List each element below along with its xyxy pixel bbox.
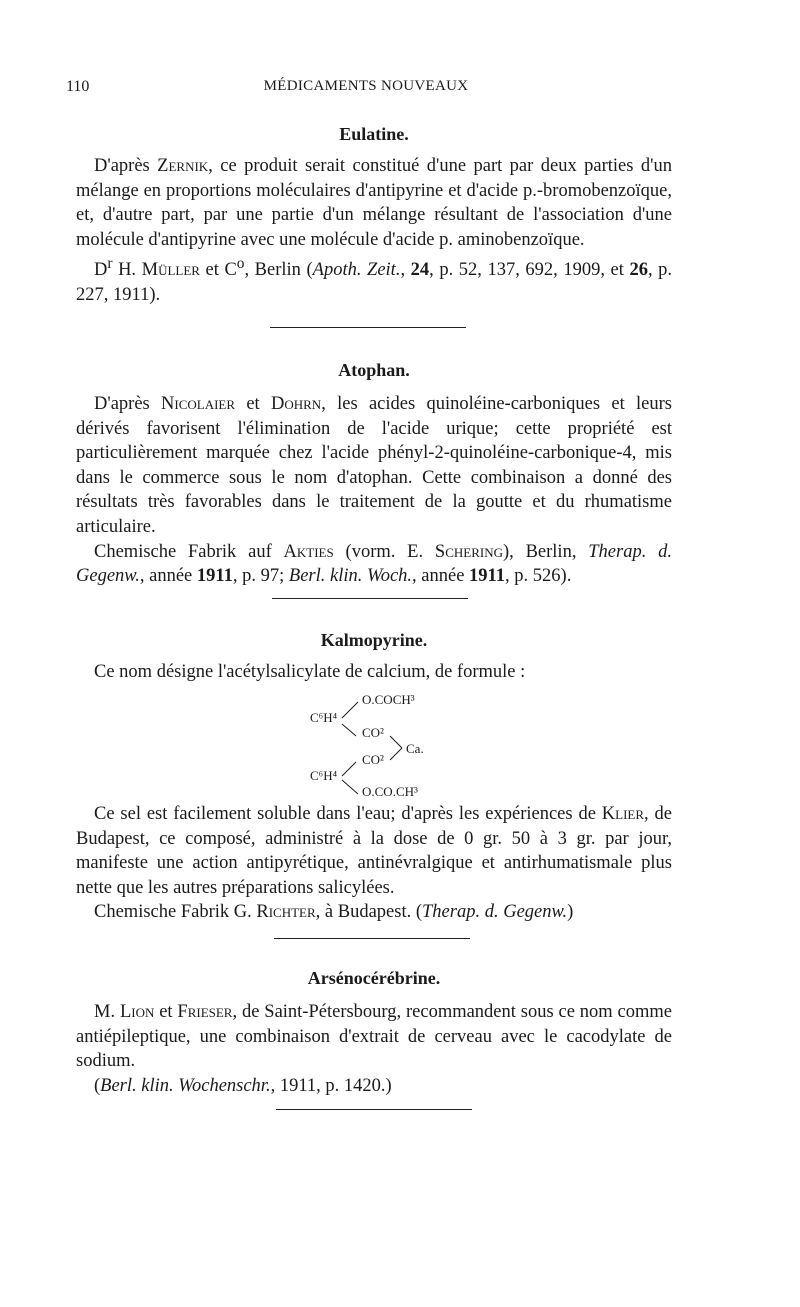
- author-name: Dohrn: [270, 394, 322, 414]
- paragraph: D'après Zernik, ce produit serait constitué d'une part par deux parties d'un mélange en proportions moléculaires d'antipyrine et d'acide p.-bromobenzoïque, et, d'autre part, par une partie d'un mélange résultant de l'association d'une molécule d'antipyrine avec une molécule d'acide p. aminobenzoïque.: [76, 156, 672, 250]
- author-name: Nicolaier: [161, 394, 236, 414]
- reference: Chemische Fabrik G. Richter, à Budapest. (Therap. d. Gegenw.): [94, 902, 574, 923]
- formula-carboxyl-top: CO²: [362, 725, 384, 740]
- journal-title: Apoth. Zeit.: [312, 260, 401, 281]
- author-name: Müller: [141, 260, 200, 281]
- section-divider: [276, 1109, 472, 1110]
- reference: (Berl. klin. Wochenschr., 1911, p. 1420.): [94, 1075, 392, 1096]
- journal-title: Therap. d. Gegenw.: [422, 902, 568, 923]
- page-number: 110: [66, 78, 90, 95]
- paragraph: D'après Nicolaier et Dohrn, les acides quinoléine-carboniques et leurs dérivés favorisent l'élimination de l'acide urique; cette propriété est particulièrement marquée chez l'acide phényl-2-quinoléine-carbonique-4, mis dans le commerce sous le nom d'atophan. Cette combinaison a donné des résultats très favorables dans le traitement de la goutte et du rhumatisme articulaire.: [76, 394, 672, 537]
- author-name: Schering: [434, 541, 503, 562]
- reference: Chemische Fabrik auf Akties (vorm. E. Schering), Berlin, Therap. d. Gegenw., année 1911, p. 97; Berl. klin. Woch., année 1911, p. 526).: [76, 541, 673, 587]
- journal-title: Berl. klin. Wochenschr.: [100, 1075, 271, 1096]
- section-title-atophan: Atophan.: [338, 360, 410, 380]
- journal-title: Therap. d. Gegenw.: [76, 541, 673, 587]
- reference: $D^r$ H. Müller et $C^o$, Berlin (Apoth. Zeit., 24, p. 52, 137, 692, 1909, et 26, p. 227, 1911).: [76, 255, 672, 306]
- section-body-kalmopyrine: [76, 802, 672, 925]
- formula-bond: [342, 762, 356, 776]
- formula-bond: [390, 736, 402, 748]
- chemical-formula: [300, 690, 500, 800]
- running-title: MÉDICAMENTS NOUVEAUX: [263, 78, 469, 94]
- author-name: Akties: [283, 541, 334, 562]
- section-body-atophan: [76, 392, 672, 589]
- formula-bond: [342, 724, 356, 736]
- formula-acetoxy-bottom: O.CO.CH³: [362, 784, 418, 799]
- formula-bond: [342, 780, 358, 794]
- author-name: Frieser: [177, 1002, 233, 1022]
- formula-ring-top: C⁶H⁴: [310, 710, 338, 725]
- author-name: Lion: [119, 1002, 155, 1022]
- formula-bond: [390, 748, 402, 760]
- section-divider: [274, 938, 470, 939]
- section-body-eulatine: [76, 154, 672, 308]
- formula-bond: [342, 702, 358, 718]
- section-title-kalmopyrine: Kalmopyrine.: [320, 630, 428, 650]
- formula-carboxyl-bottom: CO²: [362, 752, 384, 767]
- author-name: Richter: [256, 902, 316, 923]
- author-name: Zernik: [157, 156, 209, 176]
- section-title-eulatine: Eulatine.: [339, 124, 409, 144]
- journal-title: Berl. klin. Woch.: [288, 566, 413, 587]
- section-body-arsenocerebrine: [76, 1000, 672, 1098]
- formula-ring-bottom: C⁶H⁴: [310, 768, 338, 783]
- section-divider: [272, 598, 468, 599]
- paragraph: M. Lion et Frieser, de Saint-Pétersbourg, recommandent sous ce nom comme antiépileptique, une combinaison d'extrait de cerveau avec le cacodylate de sodium.: [76, 1002, 672, 1072]
- section-divider: [270, 327, 466, 328]
- paragraph: Ce sel est facilement soluble dans l'eau; d'après les expériences de Klier, de Budapest, ce composé, administré à la dose de 0 gr. 50 à 3 gr. par jour, manifeste une action antipyrétique, antinévralgique et antirhumatismale plus nette que les autres préparations salicylées.: [76, 804, 672, 898]
- running-head: [66, 78, 666, 102]
- author-name: Klier: [601, 804, 645, 824]
- section-intro-kalmopyrine: [76, 660, 672, 685]
- formula-calcium: Ca.: [406, 741, 424, 756]
- formula-acetoxy-top: O.COCH³: [362, 692, 415, 707]
- paragraph: Ce nom désigne l'acétylsalicylate de calcium, de formule :: [94, 662, 526, 682]
- section-title-arsenocerebrine: Arsénocérébrine.: [307, 968, 441, 988]
